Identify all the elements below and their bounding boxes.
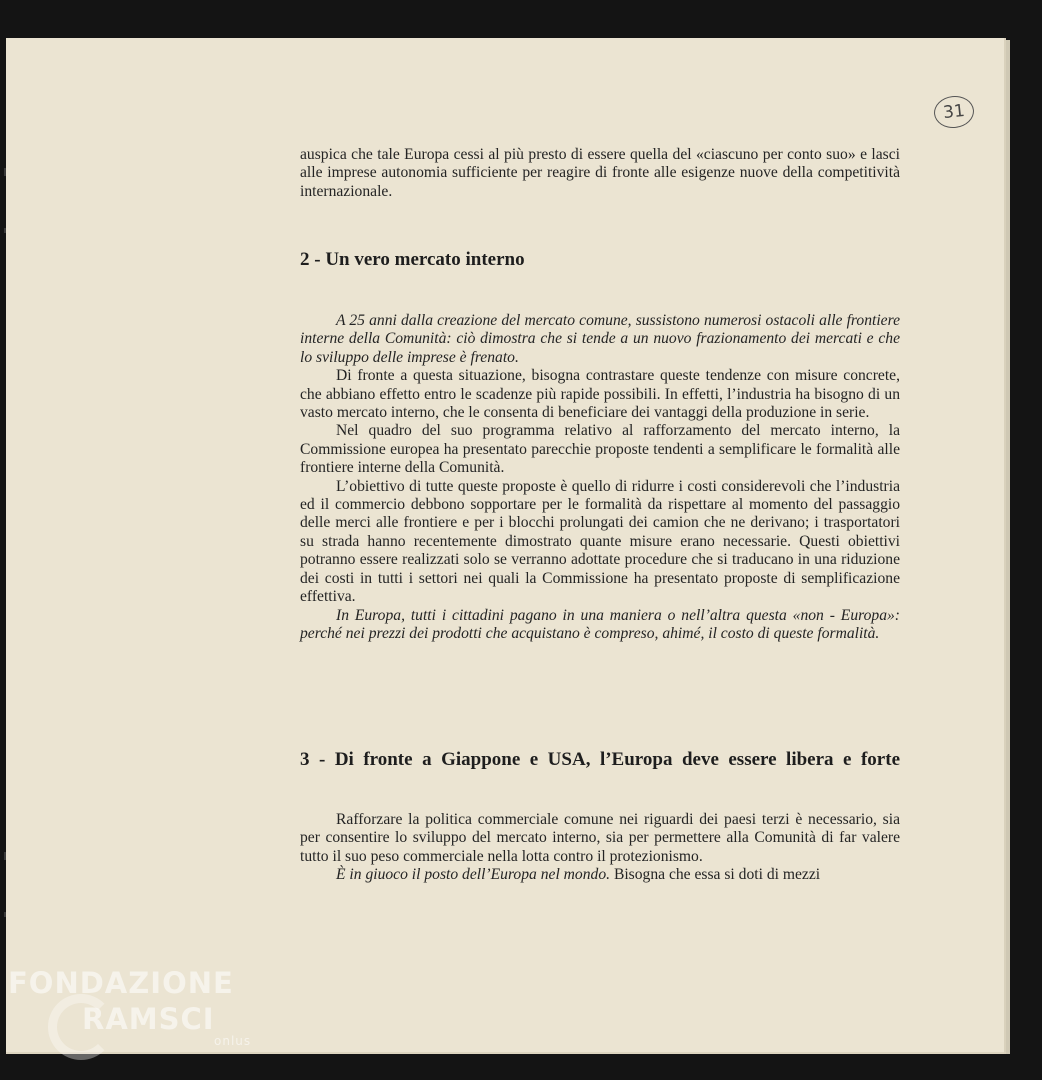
watermark-line-2: RAMSCI — [82, 1002, 215, 1036]
section-3-paragraph-2-italic: È in giuoco il posto dell’Europa nel mondo. — [336, 866, 611, 884]
section-2-paragraph-1 — [300, 312, 900, 367]
gramsci-g-logo-icon — [48, 994, 114, 1060]
section-2-paragraph-4: L’obiettivo di tutte queste proposte è quello di ridurre i costi considerevoli che l’industria ed il commercio debbono sopportare per le formalità da rispettare al momento del passaggio delle merci alle frontiere e per i blocchi prolungati dei camion che ne derivano; i trasportatori su strada hanno recentemente dimostrato quante misure erano necessarie. Questi obiettivi potranno essere realizzati solo se verranno adottate procedure che si traducano in una riduzione dei costi in tutti i settori nei quali la Commissione ha presentato proposte di semplificazione effettiva. — [300, 477, 900, 606]
section-2-paragraph-3: Nel quadro del suo programma relativo al rafforzamento del mercato interno, la Commissione europea ha presentato parecchie proposte tendenti a semplificare le formalità alle frontiere interne della Comunità. — [300, 422, 900, 477]
section-2-paragraph-5-text: In Europa, tutti i cittadini pagano in una maniera o nell’altra questa «non - Europa»: perché nei prezzi dei prodotti che acquistano è compreso, ahimé, il costo di queste formalità. — [300, 606, 900, 642]
section-3-paragraph-2 — [300, 866, 900, 884]
section-3-paragraph-1: Rafforzare la politica commerciale comune nei riguardi dei paesi terzi è necessario, sia per consentire lo sviluppo del mercato interno, sia per permettere alla Comunità di far valere tutto il suo peso commerciale nella lotta contro il protezionismo. — [300, 811, 900, 865]
intro-paragraph-block — [300, 146, 900, 201]
binding-mark — [4, 228, 6, 233]
section-2-paragraph-1-text: A 25 anni dalla creazione del mercato comune, sussistono numerosi ostacoli alle frontiere interne della Comunità: ciò dimostra che si tende a un nuovo frazionamento dei mercati e che lo sviluppo delle imprese è frenato. — [300, 312, 900, 366]
section-3-body — [300, 811, 900, 885]
fondazione-gramsci-watermark — [8, 966, 251, 1048]
section-2-body — [300, 312, 900, 643]
page-number: 31 — [932, 94, 975, 130]
intro-paragraph: auspica che tale Europa cessi al più presto di essere quella del «ciascuno per conto suo» e lasci alle imprese autonomia sufficiente per reagire di fronte alle esigenze nuove della competitività internazionale. — [300, 146, 900, 200]
watermark-line-1: FONDAZIONE — [8, 966, 234, 1000]
section-3-heading: 3 - Di fronte a Giappone e USA, l’Europa deve essere libera e forte — [300, 749, 900, 770]
binding-mark — [4, 912, 6, 917]
section-3-paragraph-2-rest: Bisogna che essa si doti di mezzi — [613, 866, 821, 884]
section-2-paragraph-2: Di fronte a questa situazione, bisogna contrastare queste tendenze con misure concrete, che abbiano effetto entro le scadenze più rapide possibili. In effetti, l’industria ha bisogno di un vasto mercato interno, che le consenta di beneficiare dei vantaggi della produzione in serie. — [300, 367, 900, 422]
section-2-heading: 2 - Un vero mercato interno — [300, 249, 525, 270]
section-2-paragraph-5 — [300, 607, 900, 644]
watermark-line-3: onlus — [214, 1034, 252, 1048]
page-edge — [1006, 40, 1010, 1054]
binding-mark — [4, 168, 6, 176]
binding-mark — [4, 852, 6, 860]
